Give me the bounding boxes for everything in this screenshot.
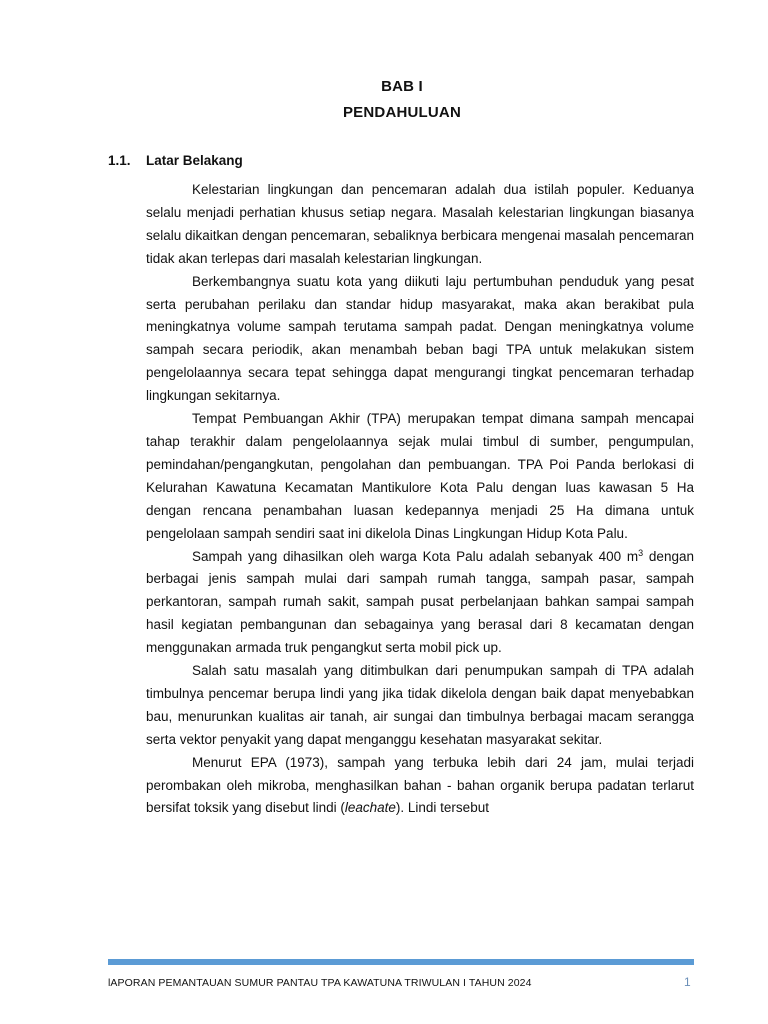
paragraph-text: Menurut EPA (1973), sampah yang terbuka lebih dari 24 jam, mulai terjadi perombakan oleh mikroba, menghasilkan bahan - bahan organik berupa padatan terlarut bersifat toksik yang disebut lindi (	[146, 754, 694, 816]
paragraph-text: dengan berbagai jenis sampah mulai dari sampah rumah tangga, sampah pasar, sampah perkantoran, sampah rumah sakit, sampah pusat perbelanjaan bahkan sampai sampah hasil kegiatan pembangunan dan sebagainya yang berasal dari 8 kecamatan dengan menggunakan armada truk pengangkut serta mobil pick up.	[146, 548, 694, 656]
footer-divider	[108, 959, 694, 965]
paragraph-text: ). Lindi tersebut	[395, 800, 489, 816]
chapter-title: PENDAHULUAN	[342, 104, 462, 121]
footer-title: lAPORAN PEMANTAUAN SUMUR PANTAU TPA KAWATUNA TRIWULAN I TAHUN 2024	[108, 977, 532, 989]
paragraph: Salah satu masalah yang ditimbulkan dari penumpukan sampah di TPA adalah timbulnya pencemar berupa lindi yang jika tidak dikelola dengan baik dapat menyebabkan bau, menurunkan kualitas air tanah, air sungai dan timbulnya berbagai macam serangga serta vektor penyakit yang dapat menganggu kesehatan masyarakat sekitar.	[146, 663, 694, 747]
italic-term: leachate	[344, 800, 396, 816]
section-heading	[108, 153, 243, 168]
section-title: Latar Belakang	[146, 153, 243, 168]
chapter-number: BAB I	[381, 78, 423, 95]
paragraph: Tempat Pembuangan Akhir (TPA) merupakan tempat dimana sampah mencapai tahap terakhir dalam pengelolaannya sejak mulai timbul di sumber, pengumpulan, pemindahan/pengangkutan, pengolahan dan pembuangan. TPA Poi Panda berlokasi di Kelurahan Kawatuna Kecamatan Mantikulore Kota Palu dengan luas kawasan 5 Ha dengan rencana penambahan luasan kedepannya menjadi 25 Ha dimana untuk pengelolaan sampah sendiri saat ini dikelola Dinas Lingkungan Hidup Kota Palu.	[146, 411, 694, 541]
page-number: 1	[684, 975, 691, 989]
paragraph: Kelestarian lingkungan dan pencemaran adalah dua istilah populer. Keduanya selalu menjadi perhatian khusus setiap negara. Masalah kelestarian lingkungan biasanya selalu dikaitkan dengan pencemaran, sebaliknya berbicara mengenai masalah pencemaran tidak akan terlepas dari masalah kelestarian lingkungan.	[146, 182, 694, 266]
superscript: 3	[638, 547, 644, 558]
paragraph	[146, 752, 694, 821]
paragraph	[146, 546, 694, 661]
paragraph: Berkembangnya suatu kota yang diikuti laju pertumbuhan penduduk yang pesat serta perubahan perilaku dan standar hidup masyarakat, maka akan berakibat pula meningkatnya volume sampah terutama sampah padat. Dengan meningkatnya volume sampah secara periodik, akan menambah beban bagi TPA untuk melakukan sistem pengelolaannya secara tepat sehingga dapat mengurangi tingkat pencemaran terhadap lingkungan sekitarnya.	[146, 273, 694, 404]
body-text	[146, 179, 694, 820]
section-number: 1.1.	[108, 153, 131, 168]
paragraph-text: Sampah yang dihasilkan oleh warga Kota Palu adalah sebanyak 400 m	[192, 548, 639, 564]
